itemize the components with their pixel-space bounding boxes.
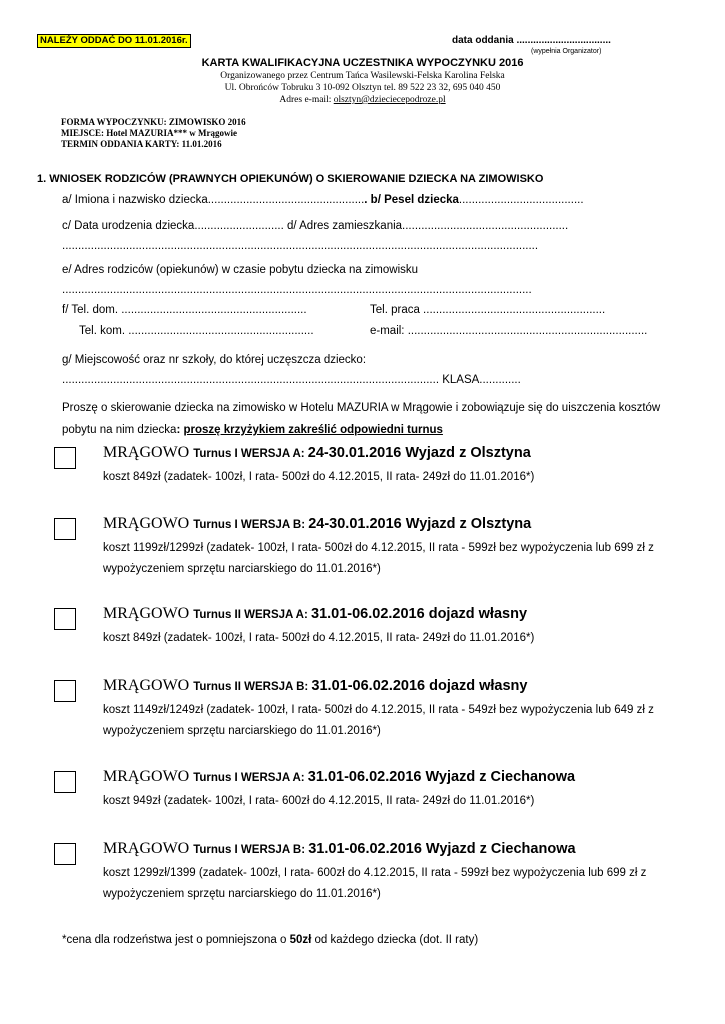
sibling-note — [62, 934, 478, 946]
turnus-version: Turnus I WERSJA A: — [193, 448, 308, 460]
pesel-field[interactable]: ....................................... — [458, 194, 584, 206]
turnus-checkbox[interactable] — [54, 608, 76, 630]
turnus-version: Turnus I WERSJA B: — [193, 519, 309, 531]
turnus-heading — [103, 677, 527, 695]
school-class-field[interactable]: ...................................................................................................................... KLASA............. — [62, 374, 521, 386]
address-line-2[interactable]: ..................................................................................................................................................... — [62, 240, 539, 252]
meta-termin: TERMIN ODDANIA KARTY: 11.01.2016 — [61, 139, 222, 149]
turnus-dates: 31.01-06.02.2016 Wyjazd z Ciechanowa — [307, 769, 576, 785]
note-prefix: *cena dla rodzeństwa jest o pomniejszona o — [62, 934, 290, 946]
work-phone-field[interactable]: Tel. praca ......................................................... — [370, 304, 606, 316]
request-text-2 — [62, 424, 443, 436]
organizer-note: (wypełnia Organizator) — [531, 48, 602, 55]
turnus-checkbox[interactable] — [54, 843, 76, 865]
turnus-checkbox[interactable] — [54, 771, 76, 793]
turnus-cost: koszt 949zł (zadatek- 100zł, I rata- 600zł do 4.12.2015, II rata- 249zł do 11.01.2016*) — [103, 795, 535, 807]
turnus-dates: 31.01-06.02.2016 dojazd własny — [311, 606, 528, 622]
email-line — [0, 95, 725, 105]
turnus-checkbox[interactable] — [54, 447, 76, 469]
turnus-cost: koszt 1149zł/1249zł (zadatek- 100zł, I rata- 500zł do 4.12.2015, II rata - 549zł bez wypożyczenia lub 649 zł z — [103, 704, 654, 716]
turnus-dates: 31.01-06.02.2016 dojazd własny — [311, 678, 528, 694]
meta-miejsce: MIEJSCE: Hotel MAZURIA*** w Mrągowie — [61, 128, 237, 138]
address-line: Ul. Obrońców Tobruku 3 10-092 Olsztyn tel. 89 522 23 32, 695 040 450 — [224, 83, 501, 93]
organizer-line: Organizowanego przez Centrum Tańca Wasilewski-Felska Karolina Felska — [220, 71, 505, 81]
home-phone-field[interactable]: f/ Tel. dom. .......................................................... — [62, 304, 307, 316]
turnus-heading — [103, 768, 575, 786]
instruction: proszę krzyżykiem zakreślić odpowiedni turnus — [183, 424, 443, 436]
parents-address-field[interactable]: ................................................................................................................................................... — [62, 284, 532, 296]
turnus-place: MRĄGOWO — [103, 605, 194, 622]
turnus-cost: koszt 849zł (zadatek- 100zł, I rata- 500zł do 4.12.2015, II rata- 249zł do 11.01.2016*) — [103, 632, 535, 644]
email-field[interactable]: e-mail: ........................................................................... — [370, 325, 648, 337]
turnus-place: MRĄGOWO — [103, 677, 194, 694]
turnus-place: MRĄGOWO — [103, 444, 194, 461]
submission-date-field[interactable]: data oddania .................................. — [452, 35, 611, 46]
turnus-cost: koszt 849zł (zadatek- 100zł, I rata- 500zł do 4.12.2015, II rata- 249zł do 11.01.2016*) — [103, 471, 535, 483]
turnus-version: Turnus I WERSJA A: — [193, 772, 308, 784]
field-e: e/ Adres rodziców (opiekunów) w czasie pobytu dziecka na zimowisku — [62, 264, 419, 276]
deadline-banner: NALEŻY ODDAĆ DO 11.01.2016r. — [37, 34, 191, 48]
turnus-version: Turnus II WERSJA A: — [193, 609, 311, 621]
turnus-cost: koszt 1199zł/1299zł (zadatek- 100zł, I rata- 500zł do 4.12.2015, II rata - 599zł bez wypożyczenia lub 699 zł z — [103, 542, 654, 554]
turnus-checkbox[interactable] — [54, 518, 76, 540]
turnus-version: Turnus II WERSJA B: — [193, 681, 312, 693]
form-title: KARTA KWALIFIKACYJNA UCZESTNIKA WYPOCZYNKU 2016 — [201, 57, 524, 69]
field-a-b[interactable] — [62, 194, 584, 206]
turnus-place: MRĄGOWO — [103, 768, 194, 785]
request-colon: : — [176, 424, 184, 436]
turnus-place: MRĄGOWO — [103, 515, 194, 532]
turnus-heading — [103, 840, 576, 858]
turnus-heading — [103, 605, 527, 623]
turnus-checkbox[interactable] — [54, 680, 76, 702]
turnus-cost-cont: wypożyczeniem sprzętu narciarskiego do 11.01.2016*) — [103, 563, 381, 575]
email-prefix: Adres e-mail: — [279, 95, 334, 105]
separator: . b/ — [364, 194, 385, 206]
meta-forma: FORMA WYPOCZYNKU: ZIMOWISKO 2016 — [61, 117, 246, 127]
child-name-field[interactable]: a/ Imiona i nazwisko dziecka................................................. — [62, 194, 365, 206]
turnus-version: Turnus I WERSJA B: — [193, 844, 309, 856]
request-text: Proszę o skierowanie dziecka na zimowisko w Hotelu MAZURIA w Mrągowie i zobowiązuje się do uiszczenia kosztów — [62, 402, 661, 414]
pesel-label: Pesel dziecka — [384, 194, 459, 206]
turnus-cost: koszt 1299zł/1399 (zadatek- 100zł, I rata- 600zł do 4.12.2015, II rata - 599zł bez wypożyczenia lub 699 zł z — [103, 867, 647, 879]
turnus-dates: 24-30.01.2016 Wyjazd z Olsztyna — [307, 445, 531, 461]
turnus-heading — [103, 444, 531, 462]
turnus-heading — [103, 515, 531, 533]
turnus-cost-cont: wypożyczeniem sprzętu narciarskiego do 11.01.2016*) — [103, 725, 381, 737]
note-amount: 50zł — [289, 934, 312, 946]
field-g: g/ Miejscowość oraz nr szkoły, do której uczęszcza dziecko: — [62, 354, 367, 366]
request-prefix: pobytu na nim dziecka — [62, 424, 177, 436]
turnus-cost-cont: wypożyczeniem sprzętu narciarskiego do 11.01.2016*) — [103, 888, 381, 900]
turnus-place: MRĄGOWO — [103, 840, 194, 857]
field-c-d[interactable]: c/ Data urodzenia dziecka............................ d/ Adres zamieszkania.................................................... — [62, 220, 569, 232]
email-link[interactable]: olsztyn@dzieciecepodroze.pl — [333, 95, 446, 105]
mobile-phone-field[interactable]: Tel. kom. .......................................................... — [79, 325, 314, 337]
turnus-dates: 31.01-06.02.2016 Wyjazd z Ciechanowa — [308, 841, 576, 857]
turnus-dates: 24-30.01.2016 Wyjazd z Olsztyna — [308, 516, 532, 532]
note-suffix: od każdego dziecka (dot. II raty) — [311, 934, 479, 946]
section-heading: 1. WNIOSEK RODZICÓW (PRAWNYCH OPIEKUNÓW) O SKIEROWANIE DZIECKA NA ZIMOWISKO — [37, 173, 544, 185]
